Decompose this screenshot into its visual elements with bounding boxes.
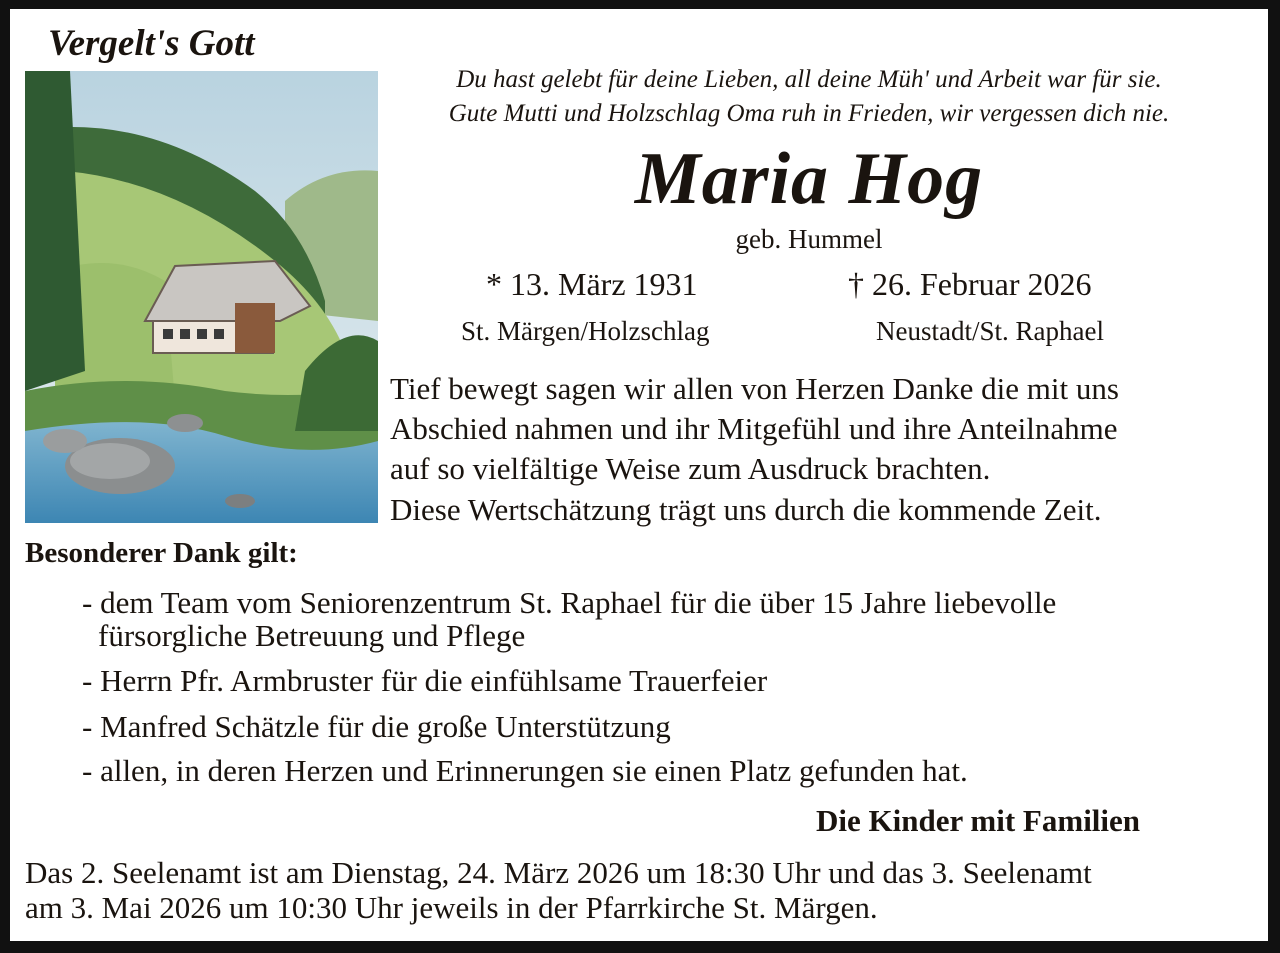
signature: Die Kinder mit Familien — [816, 803, 1141, 838]
birth-date: * 13. März 1931 — [486, 266, 698, 302]
verse-line-1: Du hast gelebt für deine Lieben, all deine Müh' und Arbeit war für sie. — [456, 66, 1162, 93]
special-thanks-item: - Manfred Schätzle für die große Unterstützung — [82, 709, 671, 744]
special-thanks-item-continued: fürsorgliche Betreuung und Pflege — [98, 618, 526, 653]
heading-vergelts-gott: Vergelt's Gott — [48, 23, 255, 64]
special-thanks-item: - Herrn Pfr. Armbruster für die einfühlsame Trauerfeier — [82, 663, 768, 698]
special-thanks-heading: Besonderer Dank gilt: — [25, 537, 298, 569]
special-thanks-item: - allen, in deren Herzen und Erinnerungen sie einen Platz gefunden hat. — [82, 753, 968, 788]
thanks-line: Tief bewegt sagen wir allen von Herzen Danke die mit uns — [390, 371, 1119, 406]
obituary-card — [10, 9, 1268, 941]
maiden-name: geb. Hummel — [735, 224, 883, 254]
death-date: † 26. Februar 2026 — [848, 266, 1092, 302]
mass-notice-line-1: Das 2. Seelenamt ist am Dienstag, 24. März 2026 um 18:30 Uhr und das 3. Seelenamt — [25, 855, 1092, 890]
thanks-line: Abschied nahmen und ihr Mitgefühl und ihre Anteilnahme — [390, 411, 1118, 446]
thanks-line: Diese Wertschätzung trägt uns durch die kommende Zeit. — [390, 492, 1102, 527]
verse-line-2: Gute Mutti und Holzschlag Oma ruh in Frieden, wir vergessen dich nie. — [448, 100, 1170, 127]
mass-notice-line-2: am 3. Mai 2026 um 10:30 Uhr jeweils in der Pfarrkirche St. Märgen. — [25, 890, 878, 925]
special-thanks-item: - dem Team vom Seniorenzentrum St. Raphael für die über 15 Jahre liebevolle — [82, 585, 1057, 620]
deceased-name: Maria Hog — [634, 138, 984, 220]
death-place: Neustadt/St. Raphael — [876, 316, 1104, 346]
thanks-line: auf so vielfältige Weise zum Ausdruck brachten. — [390, 451, 991, 486]
birth-place: St. Märgen/Holzschlag — [461, 316, 710, 346]
landscape-painting — [25, 71, 378, 523]
